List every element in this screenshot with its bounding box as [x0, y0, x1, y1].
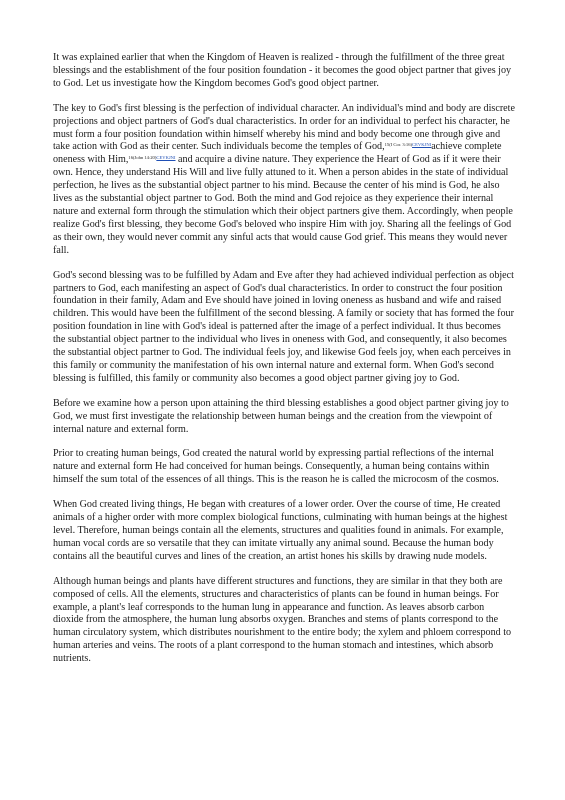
paragraph-text: and acquire a divine nature. They experience the Heart of God as if it were their own. Hence, they understand His Will and live fully attuned to it. When a person abides in the state of individual perfection, he lives as the substantial object partner to his mind. Because the center of his mind is God, he also lives as the substantial object partner to God. Both the mind and God rejoice as they experience their internal nature and external form through the stimulation which their object partners give them. Accordingly, when people realize God's first blessing, they become God's beloved who inspire Him with joy. Sharing all the feelings of God as their own, they would never commit any sinful acts that would cause God grief. This means they would never fall.: [53, 154, 513, 256]
paragraph-text: The key to God's first blessing is the perfection of individual character. An individual's mind and body are discrete projections and object partners of God's dual characteristics. In order for an individual to perfect his character, he must form a four position foundation within himself whereby his mind and body become one through give and take action with God as their center. Such individuals become the temples of God,: [53, 102, 515, 153]
paragraph-third-blessing-intro: Before we examine how a person upon attaining the third blessing establishes a good object partner giving joy to God, we must first investigate the relationship between human beings and the creation from the viewpoint of internal nature and external form.: [53, 397, 509, 435]
footnote-reference-16: [128, 155, 175, 160]
footnote-link[interactable]: CEVKJNI: [156, 155, 176, 161]
paragraph-first-blessing: [53, 103, 515, 258]
footnote-reference-15: [385, 142, 432, 147]
footnote-citation: 15(I Cor. 3:16): [384, 142, 413, 148]
paragraph-plants: Although human beings and plants have different structures and functions, they are similar in that they both are composed of cells. All the elements, structures and characteristics of plants can be found in human beings. For example, a plant's leaf corresponds to the human lung in appearance and function. As leaves absorb carbon dioxide from the atmosphere, the human lung absorbs oxygen. Branches and stems of plants correspond to the human circulatory system, which distributes nourishment to the entire body; the xylem and phloem correspond to human arteries and veins. The roots of a plant correspond to the human stomach and intestines, which absorb nutrients.: [53, 575, 512, 665]
paragraph-text: achieve complete oneness with Him,: [53, 141, 502, 166]
paragraph-animals: When God created living things, He began with creatures of a lower order. Over the course of time, He created animals of a higher order with more complex biological functions, culminating with human beings at the highest level. Therefore, human beings contain all the elements, structures and qualities found in animals. For example, human vocal cords are so versatile that they can imitate virtually any animal sound. Because the human body contains all the beautiful curves and lines of the creation, an artist hones his skills by drawing nude models.: [53, 499, 508, 562]
paragraph-second-blessing: God's second blessing was to be fulfilled by Adam and Eve after they had achieved individual perfection as object partners to God, each manifesting an aspect of God's dual characteristics. In order to construct the four position foundation in their family, Adam and Eve should have joined in loving oneness as husband and wife and raised children. This would have been the fulfillment of the second blessing. A family or society that has formed the four position foundation in line with God's ideal is patterned after the image of a perfect individual. It thus becomes the substantial object partner to the individual who lives in oneness with God, and consequently, it also becomes the substantial object partner to God. The individual feels joy, and likewise God feels joy, when each perceives in this family or community the manifestation of his own internal nature and external form. When God's second blessing is fulfilled, this family or community also becomes a good object partner giving joy to God.: [53, 269, 514, 384]
footnote-citation: 16(John 14:20): [128, 155, 157, 161]
document-page: [53, 52, 515, 678]
paragraph-intro: It was explained earlier that when the Kingdom of Heaven is realized - through the fulfillment of the three great blessings and the establishment of the four position foundation - it becomes the good object partner that gives joy to God. Let us investigate how the Kingdom becomes God's good object partner.: [53, 52, 512, 89]
paragraph-microcosm: Prior to creating human beings, God created the natural world by expressing partial reflections of the internal nature and external form He had conceived for human beings. Consequently, a human being contains within himself the sum total of the essences of all things. This is the reason he is called the microcosm of the cosmos.: [53, 448, 499, 486]
footnote-link[interactable]: CEVKJNI: [412, 142, 432, 148]
